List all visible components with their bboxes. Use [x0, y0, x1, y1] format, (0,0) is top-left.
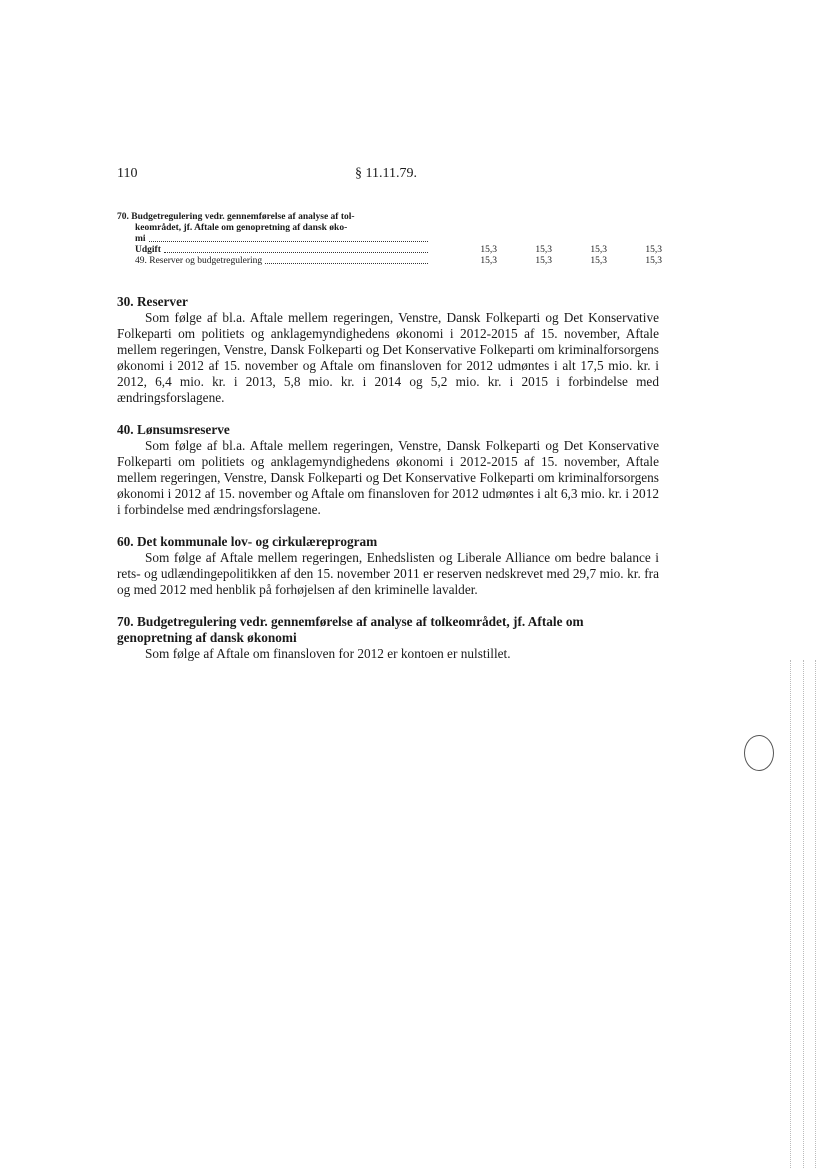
scan-edge-line	[815, 660, 816, 1168]
section-text: Som følge af bl.a. Aftale mellem regeringen, Venstre, Dansk Folkeparti og Det Konservative Folkeparti om politiets og anklagemyndighedens økonomi i 2012-2015 af 15. november, Aftale mellem regeringen, Venstre, Dansk Folkeparti og Det Konservative Folkeparti om kriminalforsorgens økonomi i 2012 af 15. november og Aftale om finansloven for 2012 udmøntes i alt 6,3 mio. kr. i 2012 i forbindelse med ændringsforslagene.	[117, 438, 659, 517]
scan-edge-line	[790, 660, 791, 1168]
budget-value: 15,3	[535, 256, 552, 266]
section-reserver	[117, 294, 659, 406]
budget-value: 15,3	[590, 256, 607, 266]
budget-value: 15,3	[480, 245, 497, 255]
budget-table-heading	[117, 212, 417, 245]
section-title: 40. Lønsumsreserve	[117, 422, 230, 437]
budget-value: 15,3	[480, 256, 497, 266]
budget-heading-line-1: 70. Budgetregulering vedr. gennemførelse af analyse af tol-	[117, 212, 355, 222]
section-text: Som følge af Aftale mellem regeringen, Enhedslisten og Liberale Alliance om bedre balance i rets- og udlændingepolitikken af den 15. november 2011 er reserven nedskrevet med 29,7 mio. kr. fra og med 2012 med henblik på forhøjelsen af den kriminelle lavalder.	[117, 550, 659, 597]
section-text: Som følge af Aftale om finansloven for 2012 er kontoen er nulstillet.	[145, 646, 511, 661]
budget-heading-line-2: keområdet, jf. Aftale om genopretning af dansk øko-	[135, 223, 348, 233]
budget-value: 15,3	[590, 245, 607, 255]
budget-row-udgift	[117, 245, 662, 256]
page-number: 110	[117, 166, 138, 181]
section-loensumsreserve	[117, 422, 659, 518]
running-head: § 11.11.79.	[355, 166, 417, 181]
section-text: Som følge af bl.a. Aftale mellem regeringen, Venstre, Dansk Folkeparti og Det Konservative Folkeparti om politiets og anklagemyndighedens økonomi i 2012-2015 af 15. november, Aftale mellem regeringen, Venstre, Dansk Folkeparti og Det Konservative Folkeparti om kriminalforsorgens økonomi i 2012 af 15. november og Aftale om finansloven for 2012 udmøntes i alt 17,5 mio. kr. i 2012, 6,4 mio. kr. i 2013, 5,8 mio. kr. i 2014 og 5,2 mio. kr. i 2015 i forbindelse med ændringsforslagene.	[117, 310, 659, 405]
punch-hole-icon	[744, 735, 774, 771]
budget-row-label: Udgift	[135, 245, 161, 255]
budget-value: 15,3	[645, 245, 662, 255]
section-lov-og-cirkulaereprogram	[117, 534, 659, 598]
document-body	[117, 294, 659, 678]
budget-row-reserver	[117, 256, 662, 267]
budget-table	[117, 212, 662, 267]
budget-row-label: 49. Reserver og budgetregulering	[135, 256, 263, 266]
budget-value: 15,3	[645, 256, 662, 266]
scan-edge-line	[803, 660, 804, 1168]
section-title: 30. Reserver	[117, 294, 188, 309]
section-budgetregulering	[117, 614, 659, 662]
section-title: 70. Budgetregulering vedr. gennemførelse af analyse af tolkeområdet, jf. Aftale om genopretning af dansk økonomi	[117, 614, 584, 645]
budget-value: 15,3	[535, 245, 552, 255]
section-title: 60. Det kommunale lov- og cirkulæreprogram	[117, 534, 378, 549]
budget-heading-line-3: mi	[117, 234, 430, 245]
